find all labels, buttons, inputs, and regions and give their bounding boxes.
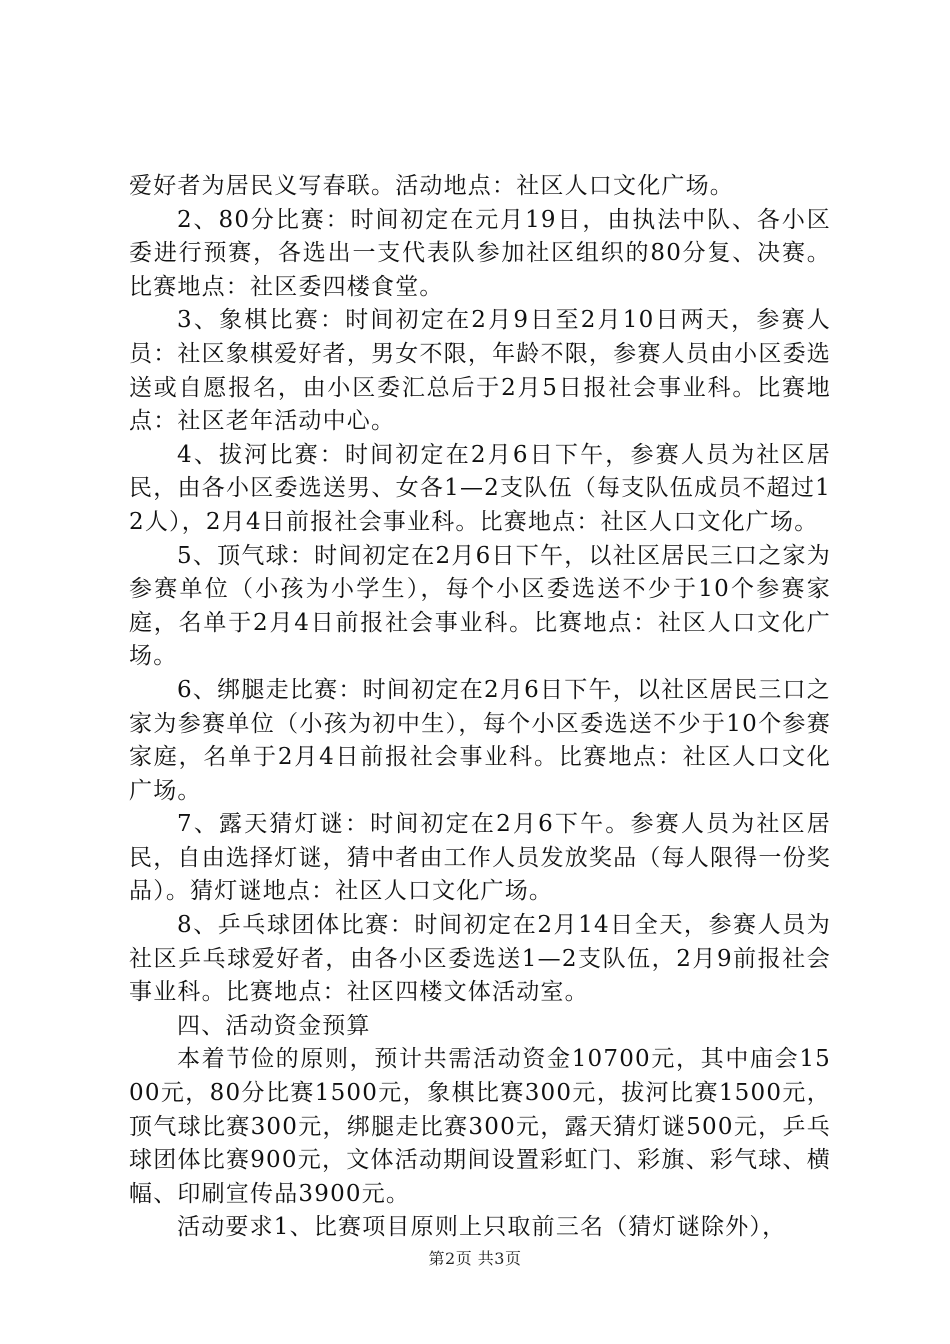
paragraph-requirements: 活动要求1、比赛项目原则上只取前三名（猜灯谜除外）， (177, 1214, 787, 1241)
paragraph-item-4: 4、拔河比赛：时间初定在2月6日下午，参赛人员为社区居民，由各小区委选送男、女各1—2支队伍（每支队伍成员不超过12人），2月4日前报社会事业科。比赛地点：社区人口文化广场。 (129, 441, 831, 535)
page-footer: 第2页 共3页 (428, 1249, 522, 1268)
section-heading-budget: 四、活动资金预算 (177, 1012, 371, 1039)
paragraph-continuation: 爱好者为居民义写春联。活动地点：社区人口文化广场。 (129, 173, 734, 199)
paragraph-item-6: 6、绑腿走比赛：时间初定在2月6日下午，以社区居民三口之家为参赛单位（小孩为初中生），每个小区委选送不少于10个参赛家庭，名单于2月4日前报社会事业科。比赛地点：社区人口文化广场。 (129, 676, 831, 804)
document-body (129, 170, 831, 1245)
paragraph-item-8: 8、乒乓球团体比赛：时间初定在2月14日全天，参赛人员为社区乒乓球爱好者，由各小区委选送1—2支队伍，2月9前报社会事业科。比赛地点：社区四楼文体活动室。 (129, 912, 831, 1006)
paragraph-item-3: 3、象棋比赛：时间初定在2月9日至2月10日两天，参赛人员：社区象棋爱好者，男女不限，年龄不限，参赛人员由小区委选送或自愿报名，由小区委汇总后于2月5日报社会事业科。比赛地点：社区老年活动中心。 (129, 307, 831, 435)
paragraph-budget: 本着节俭的原则，预计共需活动资金10700元，其中庙会1500元，80分比赛1500元，象棋比赛300元，拔河比赛1500元，顶气球比赛300元，绑腿走比赛300元，露天猜灯谜500元，乒乓球团体比赛900元，文体活动期间设置彩虹门、彩旗、彩气球、横幅、印刷宣传品3900元。 (129, 1046, 831, 1207)
paragraph-item-2: 2、80分比赛：时间初定在元月19日，由执法中队、各小区委进行预赛，各选出一支代表队参加社区组织的80分复、决赛。比赛地点：社区委四楼食堂。 (129, 206, 831, 300)
paragraph-item-5: 5、顶气球：时间初定在2月6日下午，以社区居民三口之家为参赛单位（小孩为小学生），每个小区委选送不少于10个参赛家庭，名单于2月4日前报社会事业科。比赛地点：社区人口文化广场。 (129, 542, 831, 670)
paragraph-item-7: 7、露天猜灯谜：时间初定在2月6下午。参赛人员为社区居民，自由选择灯谜，猜中者由工作人员发放奖品（每人限得一份奖品）。猜灯谜地点：社区人口文化广场。 (129, 811, 831, 905)
